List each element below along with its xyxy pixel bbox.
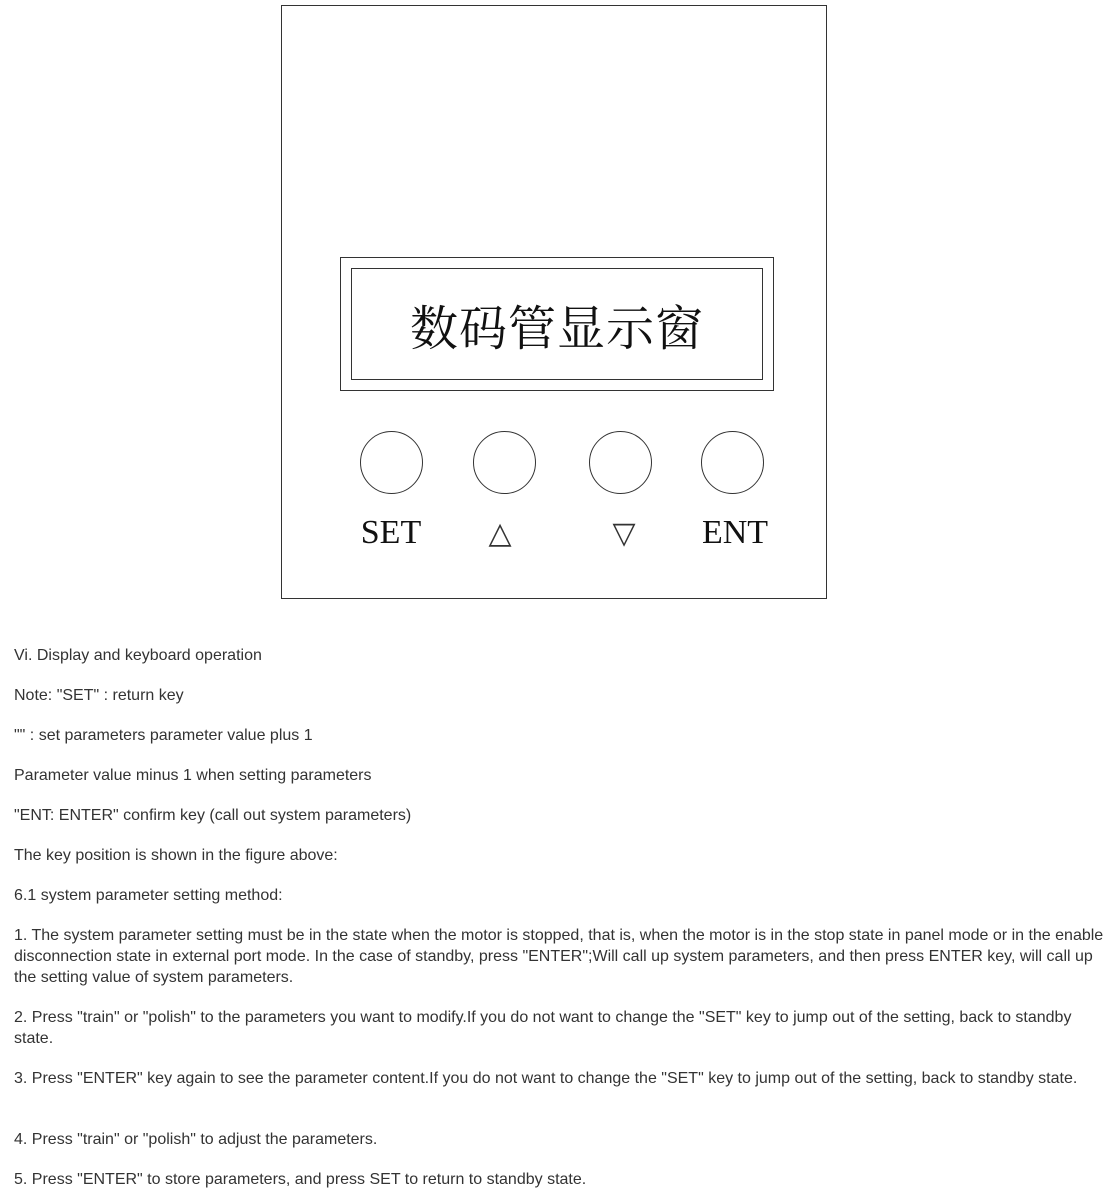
display-window-label: 数码管显示窗 [409,300,704,357]
note-up-key: "" : set parameters parameter value plus 1 [14,727,313,744]
key-position-note: The key position is shown in the figure above: [14,847,338,864]
subsection-heading: 6.1 system parameter setting method: [14,887,283,904]
up-key-label: △ [488,516,512,551]
display-window [351,268,763,380]
up-key [473,431,536,494]
display-window-frame [340,257,774,391]
enter-key-label: ENT [701,514,769,551]
step-5: 5. Press "ENTER" to store parameters, and press SET to return to standby state. [14,1171,587,1188]
down-key-label: ▽ [612,516,636,551]
step-3: 3. Press "ENTER" key again to see the parameter content.If you do not want to change the "SET" key to jump out of the setting, back to standby state. [14,1070,1078,1087]
note-down-key: Parameter value minus 1 when setting parameters [14,767,372,784]
down-key [589,431,652,494]
set-key-label: SET [360,514,422,551]
step-2: 2. Press "train" or "polish" to the parameters you want to modify.If you do not want to change the "SET" key to jump out of the setting, back to standby state. [14,1009,1072,1047]
set-key [360,431,423,494]
section-heading: Vi. Display and keyboard operation [14,647,262,664]
note-enter-key: "ENT: ENTER" confirm key (call out system parameters) [14,807,412,824]
note-set-key: Note: "SET" : return key [14,687,184,704]
enter-key [701,431,764,494]
step-4: 4. Press "train" or "polish" to adjust the parameters. [14,1131,378,1148]
step-1: 1. The system parameter setting must be in the state when the motor is stopped, that is, when the motor is in the stop state in panel mode or in the enable disconnection state in external port mode. In the case of standby, press "ENTER";Will call up system parameters, and then press ENTER key, will call up the setting value of system parameters. [14,927,1104,986]
control-panel-diagram [281,5,827,599]
